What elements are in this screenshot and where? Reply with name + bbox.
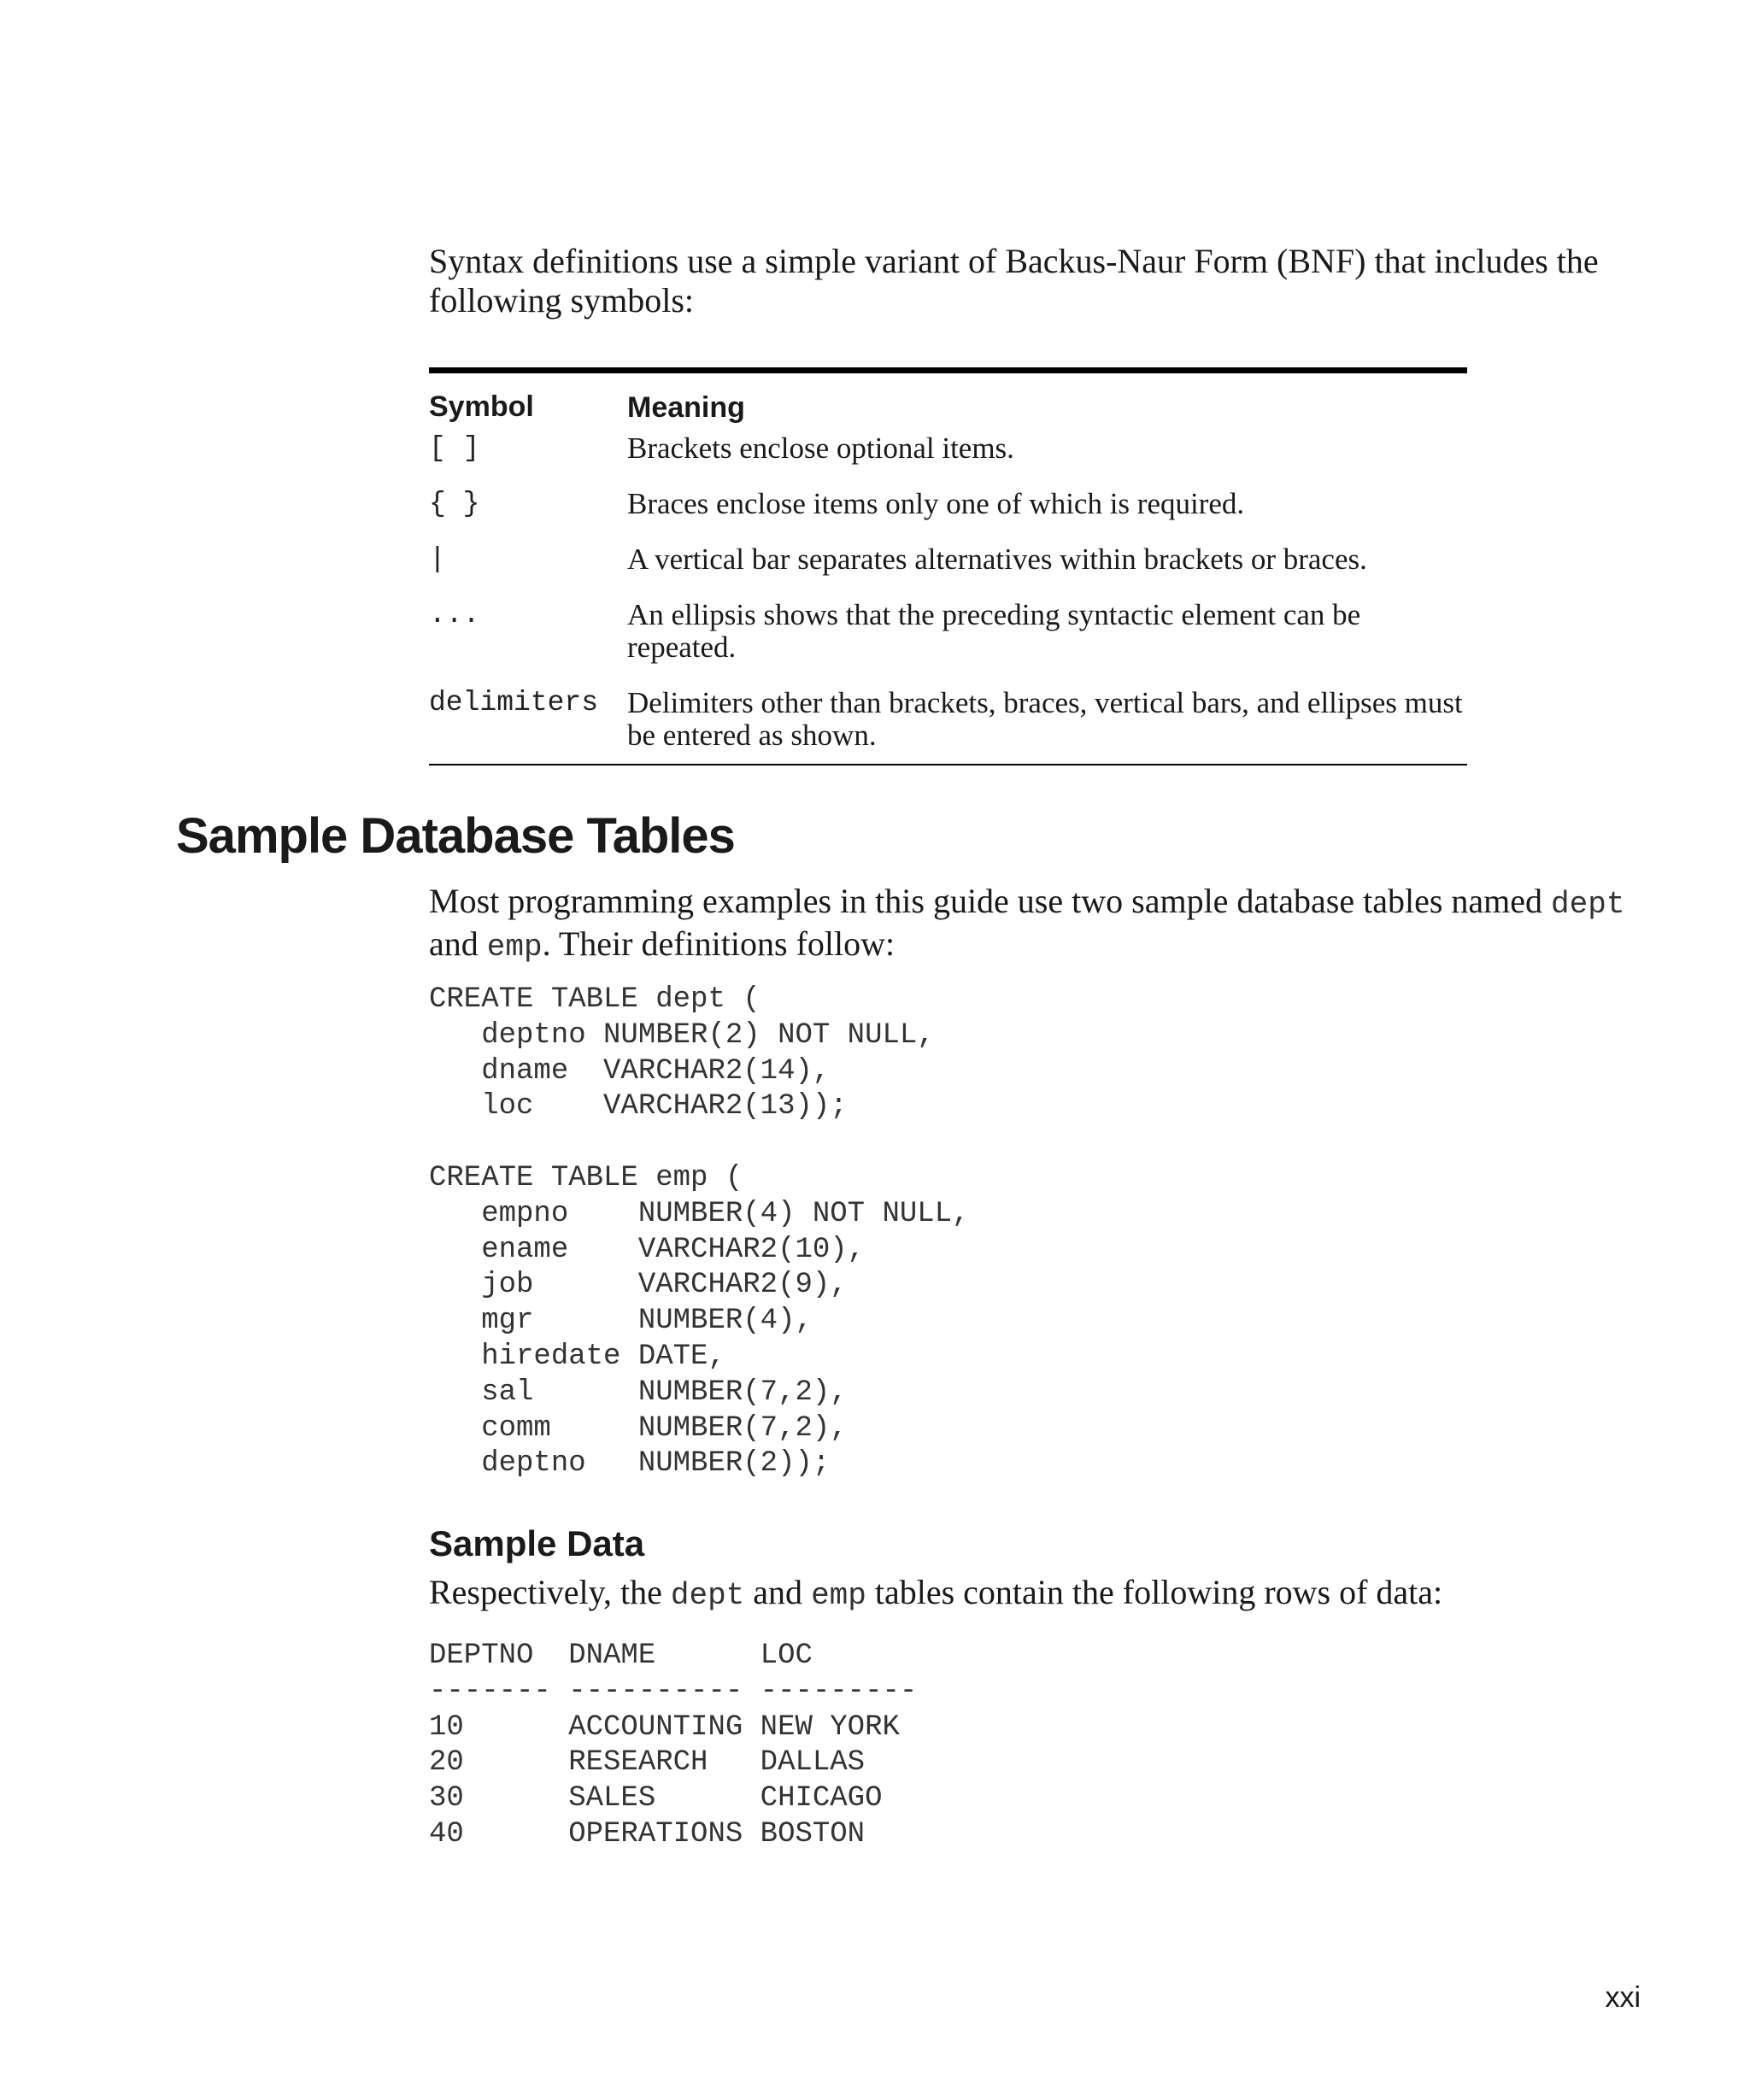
- symbols-table: [429, 367, 1467, 766]
- paragraph-text: tables contain the following rows of data:: [866, 1573, 1443, 1611]
- meaning-cell: Braces enclose items only one of which is required.: [627, 487, 1245, 520]
- subsection-title: Sample Data: [429, 1523, 645, 1563]
- paragraph-text: . Their definitions follow:: [542, 924, 896, 963]
- inline-code-dept: dept: [1551, 887, 1625, 922]
- symbol-cell: [ ]: [429, 432, 480, 464]
- subsection-paragraph: [429, 1573, 1642, 1616]
- meaning-cell: Brackets enclose optional items.: [627, 431, 1014, 465]
- table-row: [429, 687, 1467, 752]
- table-row: [429, 543, 1467, 576]
- section-title: Sample Database Tables: [176, 808, 735, 864]
- section-paragraph: [429, 882, 1642, 967]
- symbol-cell: |: [429, 543, 446, 575]
- page-number: xxi: [1605, 1981, 1641, 2014]
- intro-paragraph: Syntax definitions use a simple variant of Backus-Naur Form (BNF) that includes the following symbols:: [429, 242, 1599, 320]
- sample-data-listing: DEPTNO DNAME LOC ------- ---------- --------- 10 ACCOUNTING NEW YORK 20 RESEARCH DALLAS 30 SALES CHICAGO 40 OPERATIONS BOSTON: [429, 1640, 918, 1851]
- meaning-cell: Delimiters other than brackets, braces, vertical bars, and ellipses must be entered as shown.: [627, 686, 1463, 752]
- inline-code-dept: dept: [670, 1578, 745, 1613]
- meaning-column-header: Meaning: [627, 390, 745, 424]
- meaning-cell: A vertical bar separates alternatives within brackets or braces.: [627, 543, 1367, 576]
- meaning-cell: An ellipsis shows that the preceding syntactic element can be repeated.: [627, 598, 1361, 664]
- symbol-column-header: Symbol: [429, 390, 534, 423]
- inline-code-emp: emp: [486, 930, 543, 965]
- table-row: [429, 488, 1467, 520]
- table-row: [429, 432, 1467, 465]
- symbol-cell: delimiters: [429, 687, 599, 719]
- paragraph-text: Most programming examples in this guide use two sample database tables named: [429, 882, 1552, 920]
- paragraph-text: and: [744, 1573, 812, 1611]
- paragraph-text: Respectively, the: [429, 1573, 671, 1611]
- symbols-table-header: [429, 382, 1467, 432]
- paragraph-text: and: [429, 924, 487, 963]
- symbol-cell: ...: [429, 599, 480, 631]
- table-row: [429, 599, 1467, 664]
- symbol-cell: { }: [429, 488, 480, 519]
- table-definitions-code: CREATE TABLE dept ( deptno NUMBER(2) NOT NULL, dname VARCHAR2(14), loc VARCHAR2(13)); CREATE TABLE emp ( empno NUMBER(4) NOT NULL, ename VARCHAR2(10), job VARCHAR2(9), mgr NUMBER(4), hiredate DATE, sal NUMBER(7,2), comm NUMBER(7,2), deptno NUMBER(2));: [429, 983, 970, 1481]
- inline-code-emp: emp: [811, 1578, 866, 1613]
